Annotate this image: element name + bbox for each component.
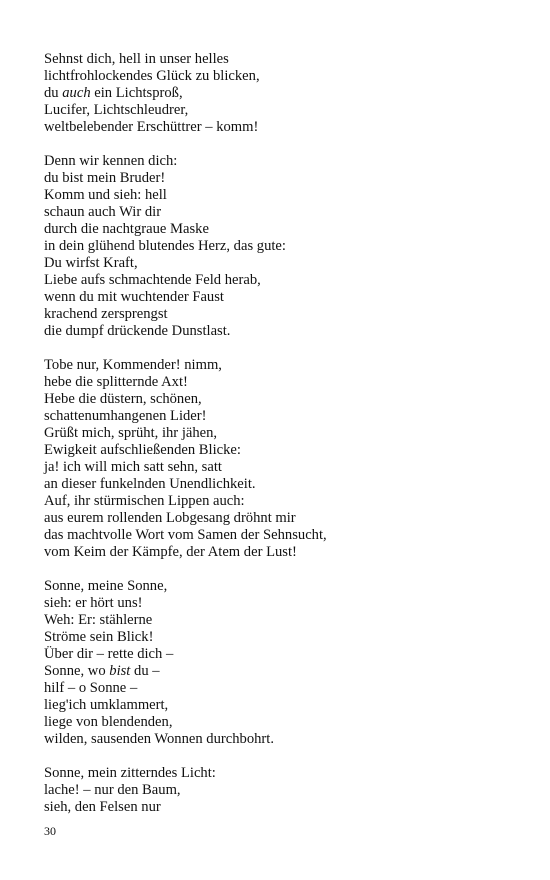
- poem-line: das machtvolle Wort vom Samen der Sehnsucht,: [44, 527, 327, 543]
- poem-line: weltbelebender Erschüttrer – komm!: [44, 119, 259, 135]
- stanza: [44, 153, 524, 340]
- poem-line: hilf – o Sonne –: [44, 680, 138, 696]
- poem-line: Über dir – rette dich –: [44, 646, 174, 662]
- poem-line: wenn du mit wuchtender Faust: [44, 289, 224, 305]
- poem-line: Sonne, mein zitterndes Licht:: [44, 765, 216, 781]
- poem-line: Ströme sein Blick!: [44, 629, 154, 645]
- poem-line: Liebe aufs schmachtende Feld herab,: [44, 272, 261, 288]
- poem-line: Sonne, wo bist du –: [44, 663, 160, 679]
- emphasized-word: auch: [62, 85, 91, 101]
- poem-line: Sehnst dich, hell in unser helles: [44, 51, 229, 67]
- poem-line: schaun auch Wir dir: [44, 204, 162, 220]
- poem-line: Sonne, meine Sonne,: [44, 578, 168, 594]
- poem-line: sieh, den Felsen nur: [44, 799, 161, 815]
- poem-line: ja! ich will mich satt sehn, satt: [44, 459, 222, 475]
- poem-line: du auch ein Lichtsproß,: [44, 85, 183, 101]
- poem-line: lache! – nur den Baum,: [44, 782, 181, 798]
- poem-line: lieg'ich umklammert,: [44, 697, 169, 713]
- poem-line: krachend zersprengst: [44, 306, 168, 322]
- poem-line: Grüßt mich, sprüht, ihr jähen,: [44, 425, 218, 441]
- poem-line: an dieser funkelnden Unendlichkeit.: [44, 476, 256, 492]
- poem-line: Hebe die düstern, schönen,: [44, 391, 202, 407]
- poem-line: liege von blendenden,: [44, 714, 173, 730]
- stanza: [44, 578, 524, 748]
- poem-line: Du wirfst Kraft,: [44, 255, 138, 271]
- stanza: [44, 51, 524, 136]
- poem-line: die dumpf drückende Dunstlast.: [44, 323, 231, 339]
- poem-line: vom Keim der Kämpfe, der Atem der Lust!: [44, 544, 297, 560]
- poem-line: hebe die splitternde Axt!: [44, 374, 188, 390]
- poem-line: sieh: er hört uns!: [44, 595, 143, 611]
- poem-line: in dein glühend blutendes Herz, das gute:: [44, 238, 286, 254]
- poem-line: lichtfrohlockendes Glück zu blicken,: [44, 68, 260, 84]
- poem-line: aus eurem rollenden Lobgesang dröhnt mir: [44, 510, 296, 526]
- poem-line: Komm und sieh: hell: [44, 187, 167, 203]
- poem-line: Lucifer, Lichtschleudrer,: [44, 102, 189, 118]
- poem-line: du bist mein Bruder!: [44, 170, 166, 186]
- poem-line: Denn wir kennen dich:: [44, 153, 178, 169]
- poem-line: wilden, sausenden Wonnen durchbohrt.: [44, 731, 274, 747]
- poem-line: Auf, ihr stürmischen Lippen auch:: [44, 493, 245, 509]
- poem-line: durch die nachtgraue Maske: [44, 221, 209, 237]
- poem-line: Ewigkeit aufschließenden Blicke:: [44, 442, 241, 458]
- poem-line: schattenumhangenen Lider!: [44, 408, 207, 424]
- poem-line: Tobe nur, Kommender! nimm,: [44, 357, 222, 373]
- poem-text: [44, 51, 524, 833]
- stanza: [44, 765, 524, 816]
- emphasized-word: bist: [109, 663, 131, 679]
- poem-line: Weh: Er: stählerne: [44, 612, 153, 628]
- page-number: 30: [44, 824, 56, 838]
- stanza: [44, 357, 524, 561]
